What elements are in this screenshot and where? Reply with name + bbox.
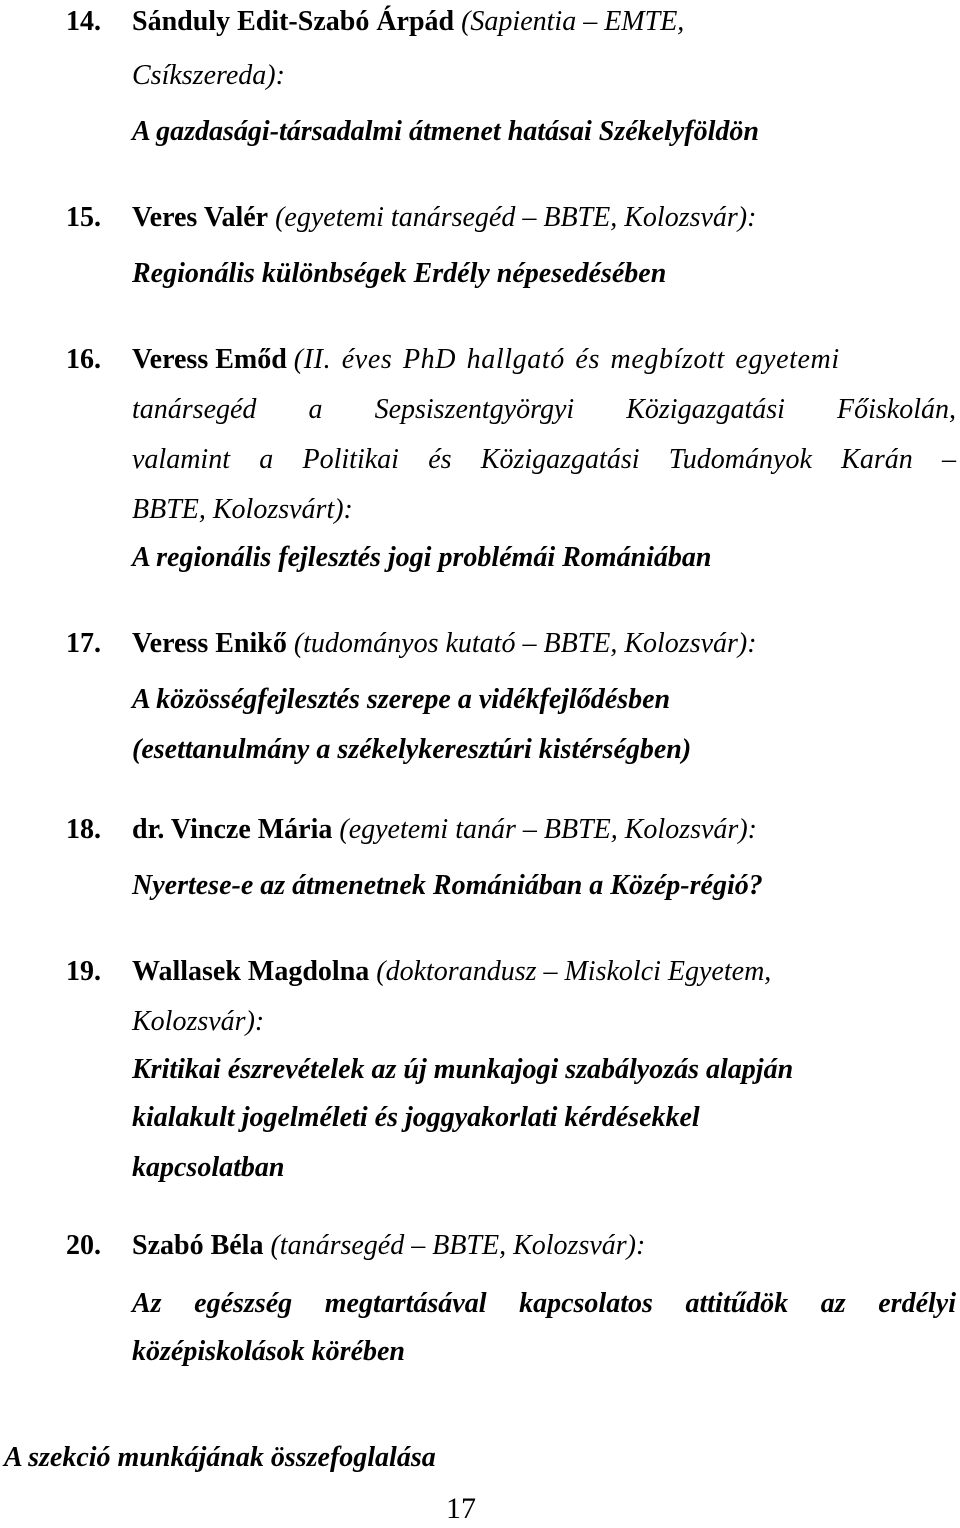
entry-16-affiliation-cont: BBTE, Kolozsvárt): <box>132 494 353 525</box>
page-number: 17 <box>446 1492 476 1525</box>
entry-19-header <box>66 958 771 986</box>
entry-20-title: Az egészség megtartásával kapcsolatos attitűdök az erdélyi <box>132 1288 956 1319</box>
author-name: Veress Emőd <box>132 344 287 375</box>
entry-15-title: Regionális különbségek Erdély népesedésében <box>132 258 667 289</box>
entry-17-title: (esettanulmány a székelykeresztúri kistérségben) <box>132 734 692 765</box>
entry-14-affiliation-cont <box>132 62 285 90</box>
entry-20-header <box>66 1232 645 1260</box>
entry-20-title: középiskolások körében <box>132 1336 405 1367</box>
entry-17-header <box>66 630 757 658</box>
author-name: Sánduly Edit-Szabó Árpád <box>132 6 455 37</box>
author-name: Szabó Béla <box>132 1230 264 1261</box>
entry-19-title: kialakult jogelméleti és joggyakorlati kérdésekkel <box>132 1102 700 1133</box>
entry-number: 19. <box>66 956 101 987</box>
affiliation: (Sapientia – EMTE, <box>461 6 685 37</box>
entry-14-title: A gazdasági-társadalmi átmenet hatásai Székelyföldön <box>132 116 759 147</box>
entry-19-title: Kritikai észrevételek az új munkajogi szabályozás alapján <box>132 1054 794 1085</box>
entry-number: 14. <box>66 6 101 37</box>
entry-16-title: A regionális fejlesztés jogi problémái Romániában <box>132 542 712 573</box>
entry-15-header <box>66 204 756 232</box>
affiliation: (egyetemi tanár – BBTE, Kolozsvár): <box>339 814 757 845</box>
entry-number: 16. <box>66 344 101 375</box>
affiliation: (II. éves PhD hallgató és megbízott egyetemi <box>293 344 840 375</box>
entry-number: 20. <box>66 1230 101 1261</box>
affiliation: (tudományos kutató – BBTE, Kolozsvár): <box>293 628 757 659</box>
entry-number: 18. <box>66 814 101 845</box>
affiliation: Csíkszereda): <box>132 60 285 91</box>
summary-heading: A szekció munkájának összefoglalása <box>4 1442 436 1473</box>
author-name: Veress Enikő <box>132 628 287 659</box>
entry-17-title: A közösségfejlesztés szerepe a vidékfejlődésben <box>132 684 671 715</box>
affiliation: (egyetemi tanársegéd – BBTE, Kolozsvár): <box>275 202 757 233</box>
entry-18-header <box>66 816 757 844</box>
entry-19-title: kapcsolatban <box>132 1152 285 1183</box>
entry-18-title: Nyertese-e az átmenetnek Romániában a Közép-régió? <box>132 870 763 901</box>
entry-16-affiliation-cont: valamint a Politikai és Közigazgatási Tudományok Karán – <box>132 444 956 475</box>
affiliation: (tanársegéd – BBTE, Kolozsvár): <box>270 1230 646 1261</box>
author-name: Veres Valér <box>132 202 269 233</box>
entry-19-affiliation-cont: Kolozsvár): <box>132 1006 265 1037</box>
affiliation: (doktorandusz – Miskolci Egyetem, <box>376 956 772 987</box>
entry-number: 15. <box>66 202 101 233</box>
entry-16-affiliation-cont: tanársegéd a Sepsiszentgyörgyi Közigazgatási Főiskolán, <box>132 394 956 425</box>
entry-14-header <box>66 8 684 36</box>
entry-16-header <box>66 346 956 374</box>
entry-number: 17. <box>66 628 101 659</box>
author-name: Wallasek Magdolna <box>132 956 370 987</box>
author-name: dr. Vincze Mária <box>132 814 333 845</box>
